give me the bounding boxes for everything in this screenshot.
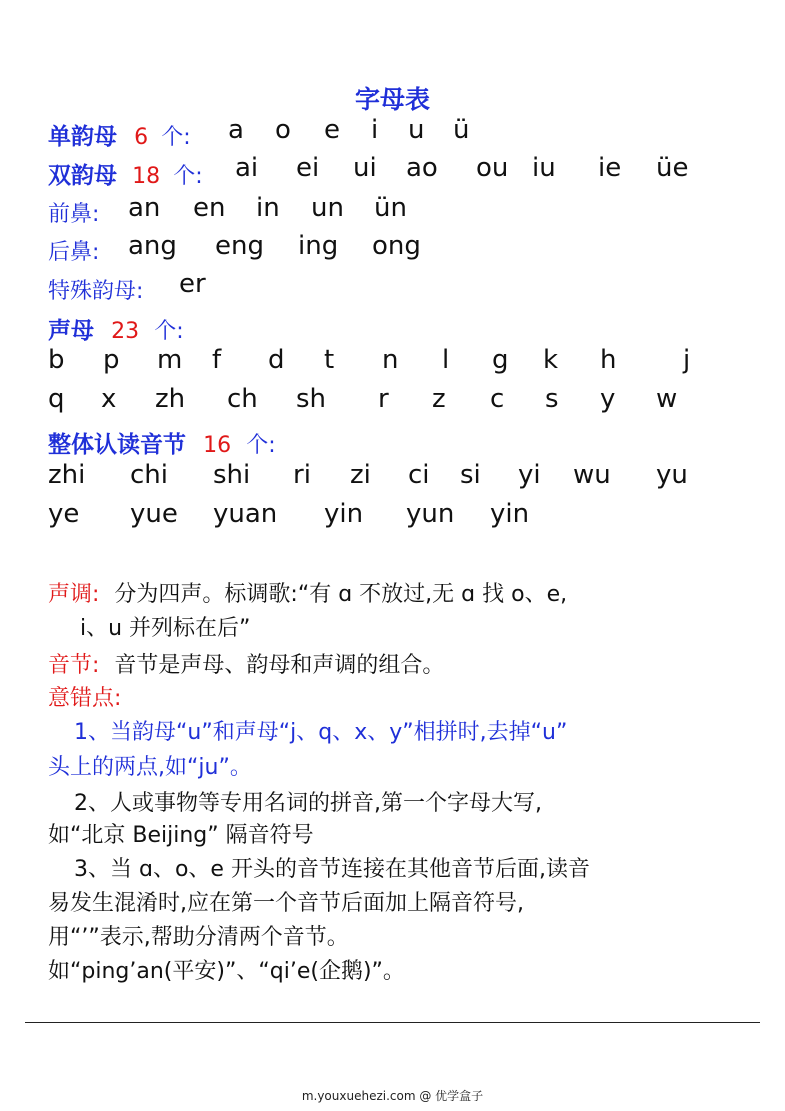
pinyin-item: eng [215, 231, 264, 261]
error-points-label: 意错点: [48, 686, 122, 711]
error-point-3-line2: 易发生混淆时,应在第一个音节后面加上隔音符号, [48, 891, 524, 916]
compound-finals-label: 双韵母 [48, 163, 117, 189]
error-point-2-line1: 2、人或事物等专用名词的拼音,第一个字母大写, [74, 791, 542, 816]
pinyin-item: w [656, 384, 678, 414]
syllable-label: 音节: [48, 653, 100, 678]
pinyin-item: s [545, 384, 559, 414]
pinyin-item: y [600, 384, 616, 414]
pinyin-item: sh [296, 384, 327, 414]
syllable-text: 音节是声母、韵母和声调的组合。 [114, 653, 445, 678]
pinyin-item: wu [573, 460, 611, 490]
pinyin-item: yue [130, 499, 178, 529]
pinyin-item: h [600, 345, 617, 375]
single-finals-count: 6 [134, 125, 149, 150]
pinyin-item: i [371, 115, 379, 145]
pinyin-item: ün [374, 193, 407, 223]
compound-finals-row [48, 157, 203, 190]
special-final-label: 特殊韵母: [48, 279, 144, 304]
front-nasal-label: 前鼻: [48, 202, 100, 227]
single-finals-row [48, 118, 191, 151]
whole-syllables-row [48, 426, 276, 459]
compound-finals-count: 18 [132, 164, 161, 189]
pinyin-item: d [268, 345, 285, 375]
pinyin-item: shi [213, 460, 251, 490]
pinyin-item: ao [406, 153, 438, 183]
pinyin-item: zhi [48, 460, 86, 490]
pinyin-item: ci [408, 460, 430, 490]
tone-note-line2: i、u 并列标在后” [80, 616, 251, 641]
front-nasal-row [48, 197, 99, 228]
initials-label: 声母 [48, 318, 94, 344]
pinyin-item: yin [324, 499, 364, 529]
back-nasal-row [48, 235, 99, 266]
footer-text: m.youxuehezi.com @ 优学盒子 [301, 1089, 484, 1103]
pinyin-item: l [442, 345, 450, 375]
pinyin-item: ch [227, 384, 258, 414]
pinyin-item: ri [293, 460, 311, 490]
tone-text: 分为四声。标调歌:“有 ɑ 不放过,无 ɑ 找 o、e, [114, 582, 568, 607]
pinyin-item: z [432, 384, 446, 414]
syllable-note [48, 648, 444, 679]
pinyin-item: zh [155, 384, 186, 414]
pinyin-item: er [179, 269, 206, 299]
pinyin-item: u [408, 115, 425, 145]
pinyin-item: yin [490, 499, 530, 529]
pinyin-item: en [193, 193, 226, 223]
compound-finals-unit: 个: [173, 164, 203, 189]
pinyin-item: e [324, 115, 340, 145]
footer-divider [25, 1022, 760, 1023]
pinyin-item: ong [372, 231, 421, 261]
error-point-1-line2: 头上的两点,如“ju”。 [48, 755, 252, 780]
whole-syllables-count: 16 [203, 433, 232, 458]
pinyin-item: x [101, 384, 117, 414]
pinyin-item: yuan [213, 499, 278, 529]
pinyin-item: o [275, 115, 291, 145]
tone-note-line1 [48, 577, 567, 608]
tone-label: 声调: [48, 582, 100, 607]
pinyin-item: ie [598, 153, 622, 183]
whole-syllables-unit: 个: [246, 433, 276, 458]
pinyin-item: q [48, 384, 65, 414]
pinyin-item: c [490, 384, 505, 414]
pinyin-item: t [324, 345, 335, 375]
pinyin-item: iu [532, 153, 556, 183]
error-point-3-line4: 如“ping’an(平安)”、“qi’e(企鹅)”。 [48, 959, 405, 984]
special-final-row [48, 274, 143, 305]
initials-unit: 个: [154, 319, 184, 344]
error-point-3-line3: 用“’”表示,帮助分清两个音节。 [48, 925, 349, 950]
initials-row [48, 312, 184, 345]
pinyin-item: yu [656, 460, 688, 490]
pinyin-item: chi [130, 460, 168, 490]
pinyin-item: j [683, 345, 691, 375]
pinyin-item: b [48, 345, 65, 375]
error-point-3-line1: 3、当 ɑ、o、e 开头的音节连接在其他音节后面,读音 [74, 857, 590, 882]
pinyin-item: yi [518, 460, 541, 490]
page-title: 字母表 [354, 85, 430, 114]
pinyin-item: ü [453, 115, 470, 145]
pinyin-item: ye [48, 499, 80, 529]
pinyin-item: an [128, 193, 161, 223]
single-finals-label: 单韵母 [48, 124, 117, 150]
pinyin-item: a [228, 115, 244, 145]
initials-count: 23 [111, 319, 140, 344]
error-point-1-line1: 1、当韵母“u”和声母“j、q、x、y”相拼时,去掉“u” [74, 720, 568, 745]
pinyin-item: ing [298, 231, 339, 261]
pinyin-item: yun [406, 499, 455, 529]
pinyin-item: ei [296, 153, 320, 183]
pinyin-item: g [492, 345, 509, 375]
pinyin-item: zi [350, 460, 371, 490]
pinyin-item: in [256, 193, 280, 223]
back-nasal-label: 后鼻: [48, 240, 100, 265]
pinyin-item: r [378, 384, 389, 414]
pinyin-item: ui [353, 153, 377, 183]
pinyin-item: ang [128, 231, 177, 261]
pinyin-item: ai [235, 153, 259, 183]
error-point-2-line2: 如“北京 Beijing” 隔音符号 [48, 823, 314, 848]
pinyin-item: n [382, 345, 399, 375]
whole-syllables-label: 整体认读音节 [48, 432, 186, 458]
pinyin-item: k [543, 345, 559, 375]
single-finals-unit: 个: [161, 125, 191, 150]
pinyin-item: ou [476, 153, 509, 183]
pinyin-item: p [103, 345, 120, 375]
pinyin-item: si [460, 460, 481, 490]
pinyin-item: f [212, 345, 222, 375]
pinyin-item: un [311, 193, 344, 223]
pinyin-item: üe [656, 153, 689, 183]
pinyin-item: m [157, 345, 183, 375]
